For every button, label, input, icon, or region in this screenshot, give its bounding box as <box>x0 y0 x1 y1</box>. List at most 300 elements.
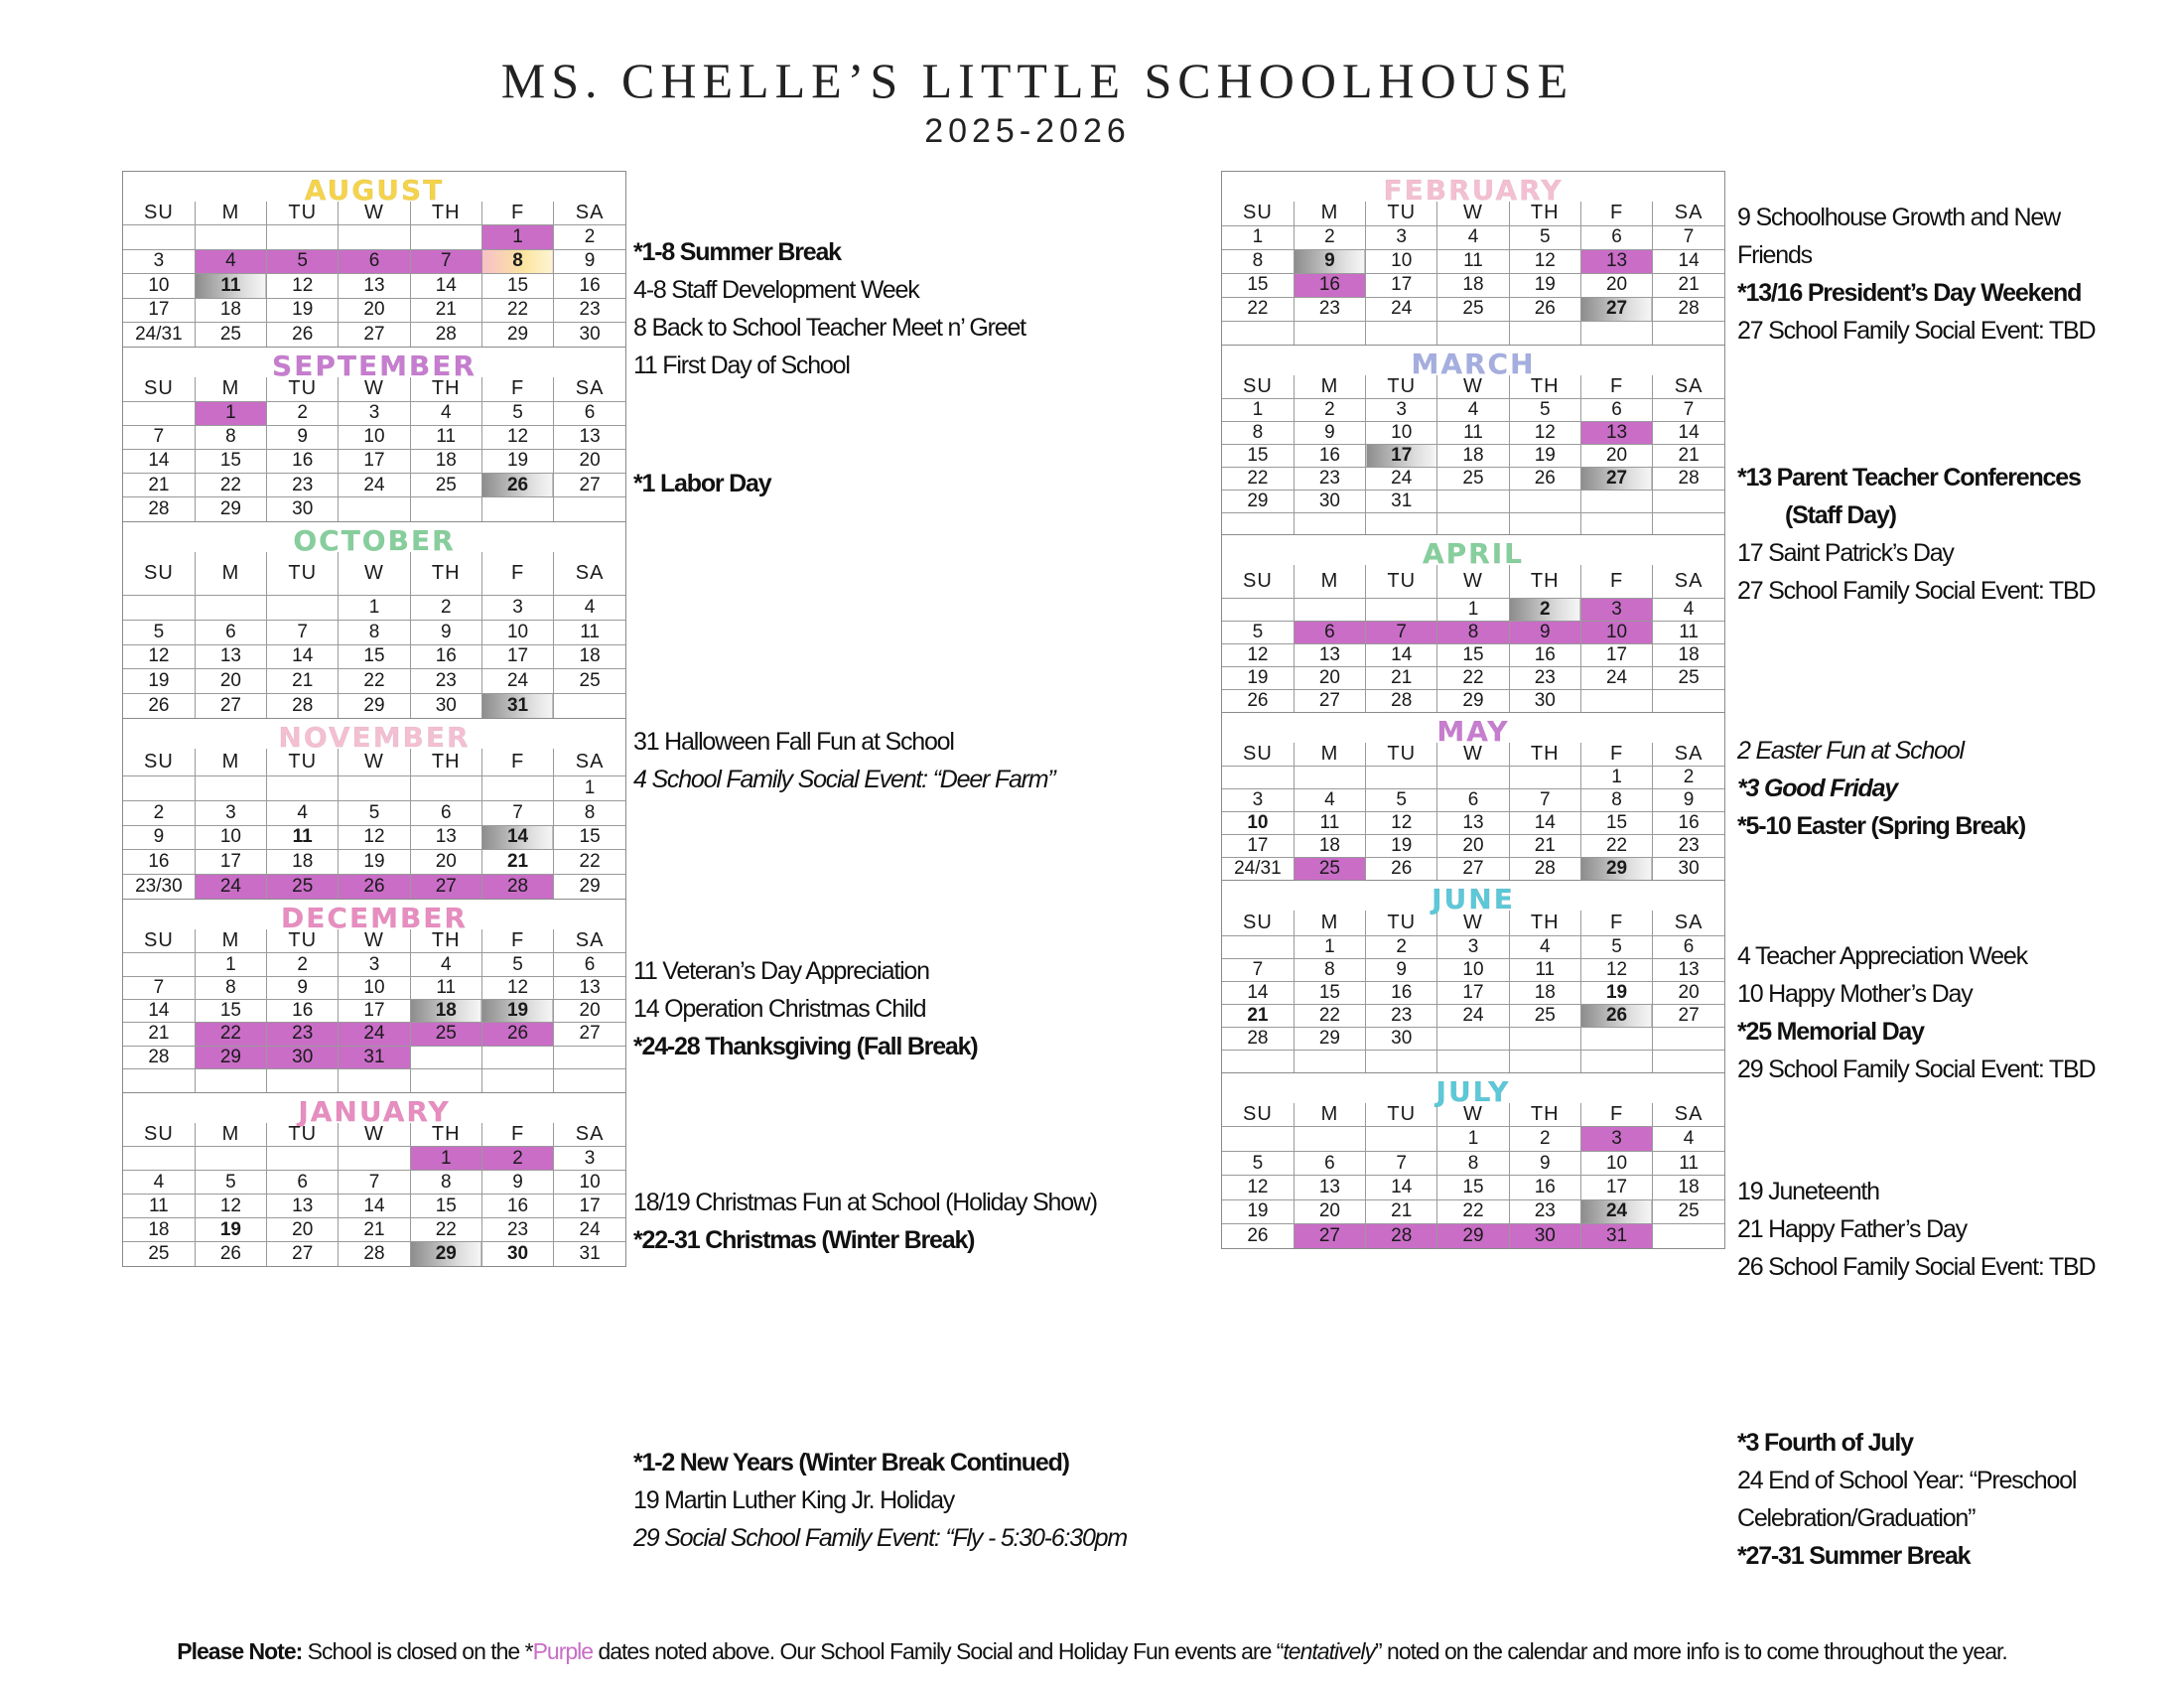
day-cell: 11 <box>195 274 266 299</box>
empty-day-cell <box>554 693 625 718</box>
day-cell: 11 <box>1653 621 1724 643</box>
month-name: AUGUST <box>304 174 445 207</box>
weekday-label: SA <box>554 929 625 953</box>
day-cell: 4 <box>195 249 266 274</box>
empty-day-cell <box>1509 321 1580 345</box>
week-row <box>1222 225 1724 249</box>
day-cell: 15 <box>1222 445 1294 468</box>
weekday-label: SA <box>554 1123 625 1147</box>
day-cell: 17 <box>1366 273 1437 297</box>
empty-day-cell <box>195 225 266 250</box>
empty-day-cell <box>1437 321 1509 345</box>
day-cell: 1 <box>1437 598 1509 621</box>
day-cell: 6 <box>410 801 481 826</box>
empty-day-cell <box>1222 1127 1294 1151</box>
day-cell: 30 <box>267 1046 339 1068</box>
day-cell: 14 <box>267 644 339 669</box>
day-cell: 29 <box>195 1046 266 1068</box>
month-january <box>122 1092 626 1267</box>
day-cell: 5 <box>267 249 339 274</box>
day-cell: 20 <box>554 449 625 473</box>
day-cell: 5 <box>123 621 195 645</box>
weekday-label: M <box>1294 1103 1365 1127</box>
weekday-header-row <box>1222 375 1724 399</box>
day-cell: 20 <box>1580 445 1652 468</box>
weekday-label: TH <box>1509 911 1580 935</box>
day-cell: 12 <box>267 274 339 299</box>
day-cell: 5 <box>195 1171 266 1195</box>
day-cell: 24 <box>1366 297 1437 321</box>
day-cell: 24 <box>339 1023 410 1046</box>
week-row <box>1222 689 1724 712</box>
day-cell: 29 <box>195 497 266 521</box>
empty-day-cell <box>267 596 339 621</box>
empty-day-cell <box>554 1068 625 1091</box>
weekday-label: SA <box>1653 911 1724 935</box>
day-cell: 21 <box>267 669 339 694</box>
day-cell: 14 <box>1366 643 1437 666</box>
weekday-label: SU <box>123 929 195 953</box>
empty-day-cell <box>1437 767 1509 789</box>
month-notes-february <box>1737 199 2184 350</box>
day-cell: 12 <box>339 825 410 850</box>
month-december <box>122 899 626 1092</box>
calendar-note: Friends <box>1737 241 1812 269</box>
empty-day-cell <box>1653 1027 1724 1050</box>
day-cell: 5 <box>1366 789 1437 812</box>
day-cell: 19 <box>1509 273 1580 297</box>
week-row <box>123 621 625 645</box>
week-row <box>1222 767 1724 789</box>
week-row <box>1222 1151 1724 1175</box>
day-cell: 3 <box>1366 225 1437 249</box>
weekday-label: SU <box>1222 1103 1294 1127</box>
weekday-label: W <box>1437 911 1509 935</box>
month-june <box>1221 880 1725 1072</box>
day-cell: 10 <box>1580 1151 1652 1175</box>
day-cell: 27 <box>339 323 410 348</box>
day-cell: 21 <box>1653 445 1724 468</box>
month-notes-december <box>633 1184 1189 1259</box>
day-cell: 14 <box>481 825 553 850</box>
weekday-label: M <box>195 552 266 596</box>
weekday-header-row <box>1222 911 1724 935</box>
day-cell: 31 <box>554 1242 625 1266</box>
week-row <box>1222 812 1724 835</box>
empty-day-cell <box>410 776 481 801</box>
day-cell: 6 <box>1294 621 1365 643</box>
weekday-label: TU <box>267 1123 339 1147</box>
empty-day-cell <box>410 497 481 521</box>
calendar-note: 31 Halloween Fall Fun at School <box>633 728 954 756</box>
day-cell: 6 <box>195 621 266 645</box>
week-row <box>123 1147 625 1171</box>
day-cell: 7 <box>1366 621 1437 643</box>
empty-day-cell <box>410 1068 481 1091</box>
calendar-note: *27-31 Summer Break <box>1737 1542 1971 1570</box>
day-cell: 28 <box>1653 468 1724 491</box>
day-cell: 5 <box>1509 399 1580 422</box>
day-cell: 16 <box>123 850 195 875</box>
empty-day-cell <box>195 776 266 801</box>
empty-day-cell <box>1580 513 1652 535</box>
month-grid <box>1222 911 1724 1072</box>
day-cell: 22 <box>1222 468 1294 491</box>
week-row <box>1222 666 1724 689</box>
day-cell: 20 <box>1653 981 1724 1004</box>
weekday-label: W <box>339 749 410 776</box>
weekday-label: F <box>1580 565 1652 598</box>
month-october <box>122 521 626 718</box>
day-cell: 24 <box>1437 1004 1509 1027</box>
day-cell: 27 <box>554 1023 625 1046</box>
day-cell: 7 <box>1653 399 1724 422</box>
weekday-label: M <box>195 202 266 225</box>
day-cell: 14 <box>123 449 195 473</box>
calendar-note: *3 Fourth of July <box>1737 1429 1913 1457</box>
day-cell: 2 <box>1653 767 1724 789</box>
week-row <box>123 596 625 621</box>
day-cell: 27 <box>1294 689 1365 712</box>
weekday-label: M <box>195 749 266 776</box>
weekday-label: W <box>1437 565 1509 598</box>
weekday-header-row <box>123 749 625 776</box>
calendar-note: *25 Memorial Day <box>1737 1018 1924 1046</box>
empty-day-cell <box>195 1068 266 1091</box>
day-cell: 7 <box>1222 958 1294 981</box>
day-cell: 14 <box>1366 1176 1437 1199</box>
day-cell: 24 <box>554 1218 625 1242</box>
month-name: JUNE <box>1432 883 1515 916</box>
day-cell: 2 <box>267 953 339 976</box>
day-cell: 18 <box>1653 1176 1724 1199</box>
weekday-label: F <box>1580 202 1652 225</box>
calendar-note: 8 Back to School Teacher Meet n’ Greet <box>633 314 1025 342</box>
calendar-note: *1-2 New Years (Winter Break Continued) <box>633 1449 1069 1477</box>
day-cell: 23/30 <box>123 874 195 899</box>
weekday-label: TH <box>1509 202 1580 225</box>
month-name: MAY <box>1436 715 1510 749</box>
day-cell: 9 <box>1653 789 1724 812</box>
day-cell: 18 <box>1509 981 1580 1004</box>
footer-text-3: ” noted on the calendar and more info is to come throughout the year. <box>1374 1638 2007 1664</box>
week-row <box>1222 1050 1724 1072</box>
weekday-label: SA <box>1653 743 1724 767</box>
day-cell: 14 <box>339 1195 410 1218</box>
day-cell: 22 <box>410 1218 481 1242</box>
day-cell: 10 <box>1366 249 1437 273</box>
weekday-label: SU <box>123 377 195 401</box>
day-cell: 4 <box>554 596 625 621</box>
day-cell: 19 <box>267 298 339 323</box>
month-notes-november <box>633 952 1189 1065</box>
day-cell: 16 <box>1653 812 1724 835</box>
day-cell: 9 <box>267 425 339 449</box>
day-cell: 17 <box>1580 643 1652 666</box>
month-name: JANUARY <box>298 1094 451 1128</box>
day-cell: 17 <box>1366 445 1437 468</box>
week-row <box>123 474 625 497</box>
month-notes-january <box>633 1444 1189 1557</box>
day-cell: 13 <box>267 1195 339 1218</box>
day-cell: 27 <box>1580 468 1652 491</box>
day-cell: 10 <box>339 976 410 999</box>
day-cell: 29 <box>1580 858 1652 881</box>
weekday-label: F <box>1580 743 1652 767</box>
day-cell: 4 <box>410 953 481 976</box>
day-cell: 18 <box>410 449 481 473</box>
day-cell: 12 <box>1366 812 1437 835</box>
day-cell: 9 <box>1509 621 1580 643</box>
weekday-label: SA <box>1653 202 1724 225</box>
weekday-header-row <box>123 202 625 225</box>
calendar-note: 9 Schoolhouse Growth and New <box>1737 204 2060 231</box>
week-row <box>1222 858 1724 881</box>
day-cell: 22 <box>1437 666 1509 689</box>
day-cell: 30 <box>267 497 339 521</box>
week-row <box>1222 468 1724 491</box>
day-cell: 25 <box>1509 1004 1580 1027</box>
weekday-label: SU <box>123 202 195 225</box>
month-grid <box>123 929 625 1092</box>
weekday-label: M <box>1294 375 1365 399</box>
day-cell: 22 <box>1437 1199 1509 1223</box>
empty-day-cell <box>123 1068 195 1091</box>
day-cell: 22 <box>339 669 410 694</box>
calendar-note: 4-8 Staff Development Week <box>633 276 919 304</box>
empty-day-cell <box>1366 321 1437 345</box>
empty-day-cell <box>339 225 410 250</box>
calendar-note: *13 Parent Teacher Conferences <box>1737 464 2081 492</box>
weekday-label: F <box>481 749 553 776</box>
day-cell: 5 <box>1222 621 1294 643</box>
day-cell: 14 <box>123 999 195 1022</box>
day-cell: 12 <box>1222 643 1294 666</box>
day-cell: 12 <box>1509 249 1580 273</box>
week-row <box>123 274 625 299</box>
day-cell: 23 <box>267 1023 339 1046</box>
day-cell: 30 <box>1509 689 1580 712</box>
day-cell: 11 <box>410 425 481 449</box>
week-row <box>1222 1127 1724 1151</box>
weekday-label: TU <box>1366 1103 1437 1127</box>
day-cell: 30 <box>1653 858 1724 881</box>
week-row <box>123 850 625 875</box>
calendar-column-right <box>1221 171 1725 1249</box>
empty-day-cell <box>123 596 195 621</box>
day-cell: 28 <box>339 1242 410 1266</box>
school-year: 2025-2026 <box>924 112 1131 150</box>
day-cell: 6 <box>1580 225 1652 249</box>
day-cell: 10 <box>481 621 553 645</box>
weekday-label: W <box>1437 375 1509 399</box>
empty-day-cell <box>1294 513 1365 535</box>
day-cell: 31 <box>481 693 553 718</box>
day-cell: 3 <box>1366 399 1437 422</box>
week-row <box>1222 1199 1724 1223</box>
day-cell: 18 <box>1437 273 1509 297</box>
day-cell: 1 <box>481 225 553 250</box>
month-grid <box>1222 743 1724 880</box>
empty-day-cell <box>1294 1050 1365 1072</box>
weekday-label: TH <box>410 929 481 953</box>
weekday-label: SA <box>554 552 625 596</box>
day-cell: 22 <box>195 474 266 497</box>
day-cell: 2 <box>1294 399 1365 422</box>
day-cell: 24 <box>195 874 266 899</box>
day-cell: 23 <box>1509 1199 1580 1223</box>
empty-day-cell <box>1366 1050 1437 1072</box>
calendar-note: 27 School Family Social Event: TBD <box>1737 317 2096 345</box>
empty-day-cell <box>1653 513 1724 535</box>
day-cell: 19 <box>195 1218 266 1242</box>
day-cell: 27 <box>410 874 481 899</box>
day-cell: 13 <box>1437 812 1509 835</box>
day-cell: 20 <box>1294 1199 1365 1223</box>
week-row <box>1222 1027 1724 1050</box>
day-cell: 19 <box>1366 835 1437 858</box>
weekday-label: SU <box>1222 743 1294 767</box>
weekday-label: TH <box>1509 375 1580 399</box>
day-cell: 8 <box>339 621 410 645</box>
day-cell: 8 <box>195 976 266 999</box>
day-cell: 11 <box>1437 249 1509 273</box>
day-cell: 1 <box>195 401 266 425</box>
weekday-header-row <box>1222 743 1724 767</box>
calendar-note: 4 School Family Social Event: “Deer Farm” <box>633 766 1055 793</box>
day-cell: 8 <box>195 425 266 449</box>
day-cell: 24 <box>481 669 553 694</box>
weekday-header-row <box>1222 1103 1724 1127</box>
day-cell: 3 <box>1580 598 1652 621</box>
month-grid <box>123 749 625 899</box>
day-cell: 29 <box>339 693 410 718</box>
calendar-note: *1-8 Summer Break <box>633 238 841 266</box>
day-cell: 15 <box>195 449 266 473</box>
day-cell: 8 <box>1437 621 1509 643</box>
day-cell: 20 <box>554 999 625 1022</box>
weekday-label: F <box>481 377 553 401</box>
day-cell: 20 <box>267 1218 339 1242</box>
weekday-label: M <box>195 377 266 401</box>
month-grid <box>1222 1103 1724 1248</box>
day-cell: 2 <box>1294 225 1365 249</box>
day-cell: 26 <box>1509 297 1580 321</box>
day-cell: 22 <box>1294 1004 1365 1027</box>
empty-day-cell <box>1366 1127 1437 1151</box>
week-row <box>123 225 625 250</box>
weekday-label: M <box>1294 202 1365 225</box>
week-row <box>123 669 625 694</box>
month-november <box>122 718 626 899</box>
weekday-label: W <box>339 202 410 225</box>
day-cell: 21 <box>339 1218 410 1242</box>
week-row <box>1222 321 1724 345</box>
week-row <box>1222 399 1724 422</box>
day-cell: 18 <box>1294 835 1365 858</box>
empty-day-cell <box>1294 598 1365 621</box>
day-cell: 15 <box>1437 1176 1509 1199</box>
week-row <box>123 425 625 449</box>
calendar-note: 11 First Day of School <box>633 352 850 379</box>
day-cell: 15 <box>481 274 553 299</box>
day-cell: 7 <box>1653 225 1724 249</box>
day-cell: 15 <box>554 825 625 850</box>
month-grid <box>123 377 625 521</box>
day-cell: 30 <box>1366 1027 1437 1050</box>
day-cell: 21 <box>410 298 481 323</box>
day-cell: 20 <box>339 298 410 323</box>
weekday-label: TH <box>410 202 481 225</box>
week-row <box>123 401 625 425</box>
day-cell: 3 <box>123 249 195 274</box>
day-cell: 6 <box>554 401 625 425</box>
month-grid <box>1222 565 1724 712</box>
footer-note <box>0 1638 2184 1665</box>
day-cell: 20 <box>195 669 266 694</box>
day-cell: 3 <box>1222 789 1294 812</box>
day-cell: 5 <box>1222 1151 1294 1175</box>
day-cell: 21 <box>1653 273 1724 297</box>
day-cell: 14 <box>1653 422 1724 445</box>
day-cell: 2 <box>410 596 481 621</box>
weekday-label: TU <box>1366 743 1437 767</box>
day-cell: 23 <box>1366 1004 1437 1027</box>
month-march <box>1221 345 1725 534</box>
empty-day-cell <box>123 953 195 976</box>
day-cell: 13 <box>410 825 481 850</box>
month-name: SEPTEMBER <box>272 350 477 382</box>
empty-day-cell <box>481 497 553 521</box>
weekday-label: SU <box>1222 565 1294 598</box>
day-cell: 2 <box>1509 598 1580 621</box>
day-cell: 15 <box>1580 812 1652 835</box>
day-cell: 29 <box>1222 491 1294 513</box>
day-cell: 16 <box>554 274 625 299</box>
day-cell: 26 <box>1222 689 1294 712</box>
week-row <box>123 776 625 801</box>
weekday-label: TU <box>267 929 339 953</box>
week-row <box>123 1242 625 1266</box>
weekday-label: F <box>481 552 553 596</box>
day-cell: 16 <box>410 644 481 669</box>
day-cell: 20 <box>1294 666 1365 689</box>
day-cell: 31 <box>1580 1224 1652 1248</box>
weekday-label: F <box>481 1123 553 1147</box>
day-cell: 3 <box>481 596 553 621</box>
day-cell: 14 <box>410 274 481 299</box>
day-cell: 26 <box>123 693 195 718</box>
week-row <box>123 1068 625 1091</box>
month-name: NOVEMBER <box>278 720 471 754</box>
month-name: OCTOBER <box>293 523 456 557</box>
weekday-label: M <box>1294 911 1365 935</box>
calendar-note: 4 Teacher Appreciation Week <box>1737 942 2027 970</box>
weekday-label: SU <box>1222 911 1294 935</box>
day-cell: 10 <box>195 825 266 850</box>
weekday-label: SU <box>123 1123 195 1147</box>
day-cell: 27 <box>554 474 625 497</box>
weekday-label: M <box>1294 743 1365 767</box>
calendar-note: 21 Happy Father’s Day <box>1737 1215 1967 1243</box>
day-cell: 13 <box>1294 1176 1365 1199</box>
empty-day-cell <box>1437 1050 1509 1072</box>
day-cell: 25 <box>554 669 625 694</box>
day-cell: 2 <box>123 801 195 826</box>
day-cell: 20 <box>1437 835 1509 858</box>
empty-day-cell <box>123 401 195 425</box>
day-cell: 10 <box>1222 812 1294 835</box>
